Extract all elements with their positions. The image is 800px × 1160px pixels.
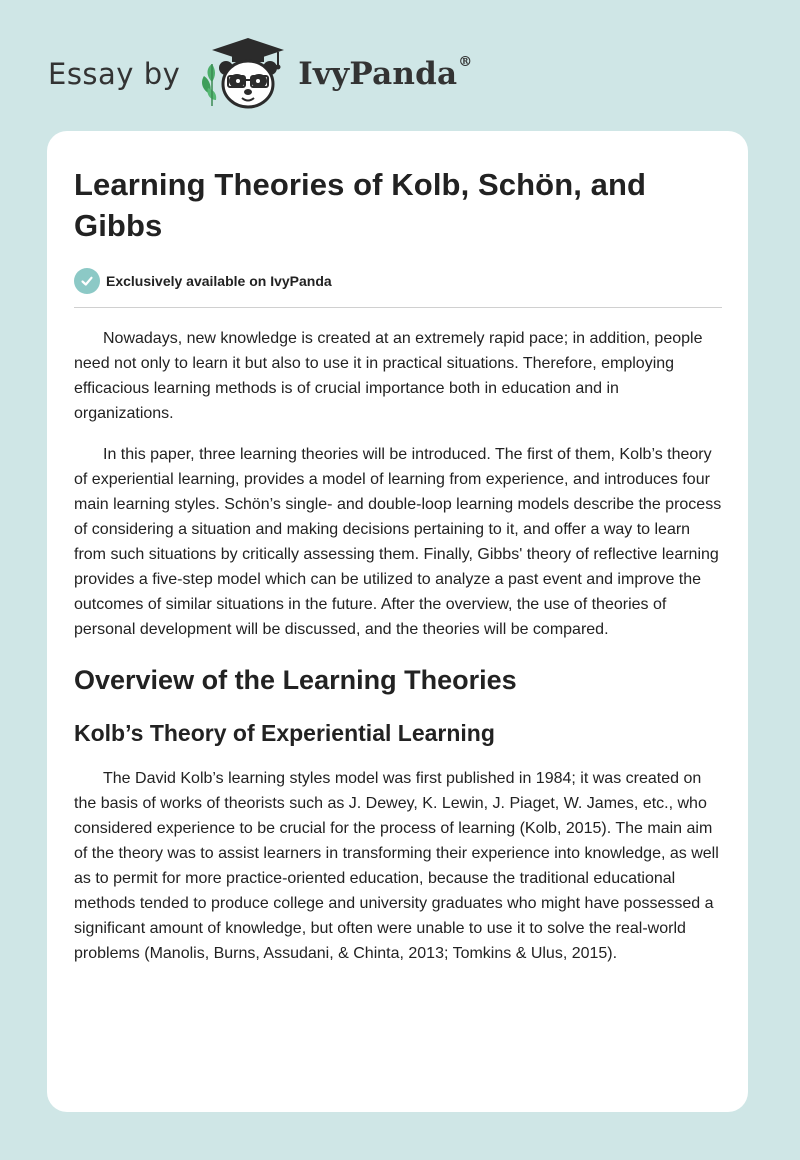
section-heading: Overview of the Learning Theories <box>74 665 517 695</box>
essay-card <box>47 131 748 1112</box>
check-icon <box>74 268 100 294</box>
essay-title: Learning Theories of Kolb, Schön, and Gibbs <box>74 167 647 243</box>
divider <box>74 307 722 308</box>
brand-text[interactable]: IvyPanda <box>298 56 458 92</box>
brand-name[interactable] <box>298 56 472 92</box>
paragraph-intro: Nowadays, new knowledge is created at an extremely rapid pace; in addition, people need not only to learn it but also to use it in practical situations. Therefore, employing efficacious learning methods is of crucial importance both in education and in organizations. <box>74 330 703 422</box>
subsection-heading: Kolb’s Theory of Experiential Learning <box>74 720 495 746</box>
paragraph-overview: In this paper, three learning theories will be introduced. The first of them, Kolb’s theory of experiential learning, provides a model of learning from experience, and introduces four main learning styles. Schön’s single- and double-loop learning models describe the process of considering a situation and making decisions pertaining to it, and offer a way to learn from such situations by critically assessing them. Finally, Gibbs' theory of reflective learning provides a five-step model which can be utilized to analyze a past event and improve the outcomes of similar situations in the future. After the overview, the use of theories of personal development will be discussed, and the theories will be compared. <box>74 446 722 638</box>
paragraph-kolb: The David Kolb’s learning styles model was first published in 1984; it was created on the basis of works of theorists such as J. Dewey, K. Lewin, J. Piaget, W. James, etc., who considered experience to be crucial for the process of learning (Kolb, 2015). The main aim of the theory was to assist learners in transforming their experience into knowledge, as well as to permit for more practice-oriented education, because the traditional educational methods tended to produce college and university graduates who might have possessed a significant amount of knowledge, but often were unable to use it to solve the real-world problems (Manolis, Burns, Assudani, & Chinta, 2013; Tomkins & Ulus, 2015). <box>74 770 719 962</box>
ivy-leaf-icon <box>202 64 216 106</box>
panda-graduate-icon[interactable] <box>198 36 290 112</box>
exclusive-badge <box>74 266 722 296</box>
registered-mark: ® <box>458 54 473 70</box>
exclusive-label: Exclusively available on IvyPanda <box>106 273 332 289</box>
essay-by-label: Essay by <box>48 57 181 91</box>
site-header <box>48 36 472 112</box>
